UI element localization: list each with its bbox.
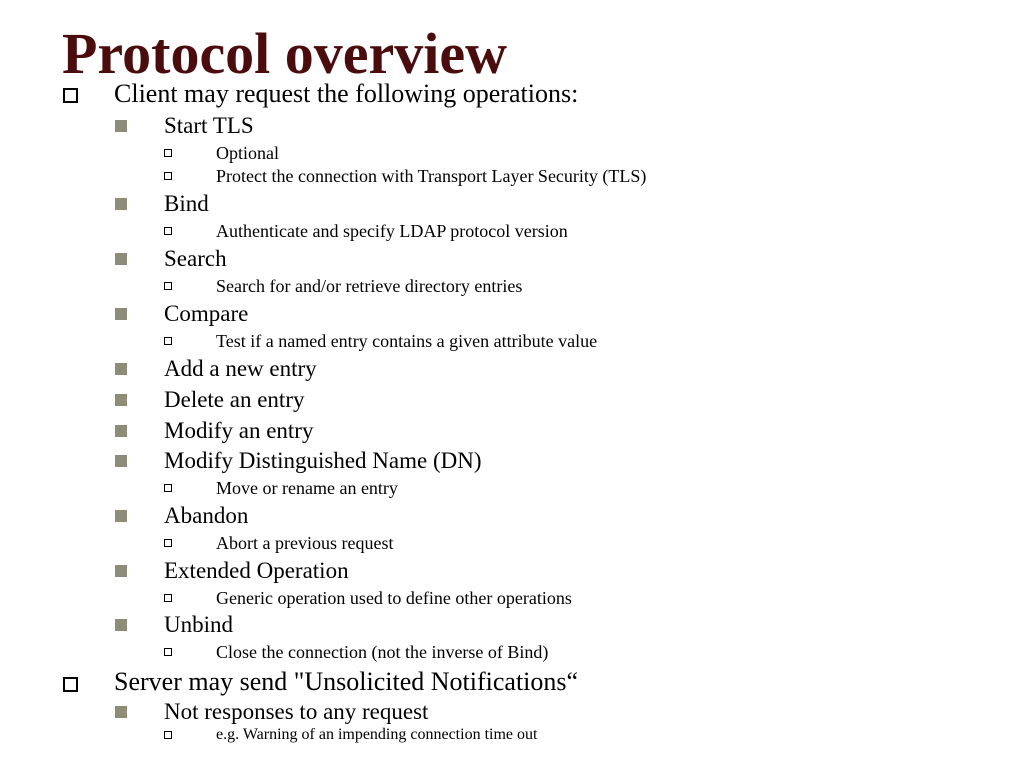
- operation-unbind: Unbind: [164, 612, 233, 637]
- filled-square-bullet-icon: [115, 120, 127, 132]
- filled-square-bullet-icon: [115, 308, 127, 320]
- server-item: Not responses to any request: [164, 699, 429, 724]
- operation-detail: Search for and/or retrieve directory entries: [216, 276, 523, 296]
- hollow-square-bullet-icon: [63, 88, 78, 103]
- filled-square-bullet-icon: [115, 455, 127, 467]
- filled-square-bullet-icon: [115, 394, 127, 406]
- client-heading: Client may request the following operations:: [114, 79, 579, 108]
- server-item-detail: e.g. Warning of an impending connection time out: [216, 726, 538, 743]
- operation-detail: Protect the connection with Transport Layer Security (TLS): [216, 166, 647, 186]
- small-square-bullet-icon: [164, 172, 172, 180]
- small-square-bullet-icon: [164, 149, 172, 157]
- hollow-square-bullet-icon: [63, 677, 78, 692]
- operation-modify-dn: Modify Distinguished Name (DN): [164, 448, 482, 473]
- operation-search: Search: [164, 246, 227, 271]
- small-square-bullet-icon: [164, 539, 172, 547]
- operation-detail: Generic operation used to define other operations: [216, 588, 572, 608]
- operation-detail: Optional: [216, 143, 279, 163]
- small-square-bullet-icon: [164, 731, 172, 739]
- filled-square-bullet-icon: [115, 253, 127, 265]
- filled-square-bullet-icon: [115, 619, 127, 631]
- filled-square-bullet-icon: [115, 363, 127, 375]
- operation-detail: Close the connection (not the inverse of Bind): [216, 642, 549, 662]
- small-square-bullet-icon: [164, 594, 172, 602]
- filled-square-bullet-icon: [115, 706, 127, 718]
- operation-detail: Move or rename an entry: [216, 478, 398, 498]
- operation-bind: Bind: [164, 191, 209, 216]
- operation-add-entry: Add a new entry: [164, 356, 317, 381]
- operation-detail: Test if a named entry contains a given attribute value: [216, 331, 598, 351]
- operation-modify-entry: Modify an entry: [164, 418, 314, 443]
- operation-compare: Compare: [164, 301, 249, 326]
- operation-abandon: Abandon: [164, 503, 249, 528]
- filled-square-bullet-icon: [115, 198, 127, 210]
- operation-detail: Authenticate and specify LDAP protocol version: [216, 221, 568, 241]
- small-square-bullet-icon: [164, 648, 172, 656]
- server-heading: Server may send "Unsolicited Notifications“: [114, 667, 579, 696]
- small-square-bullet-icon: [164, 282, 172, 290]
- small-square-bullet-icon: [164, 227, 172, 235]
- small-square-bullet-icon: [164, 484, 172, 492]
- filled-square-bullet-icon: [115, 425, 127, 437]
- slide-title: Protocol overview: [62, 21, 508, 86]
- filled-square-bullet-icon: [115, 510, 127, 522]
- filled-square-bullet-icon: [115, 565, 127, 577]
- operation-detail: Abort a previous request: [216, 533, 394, 553]
- operation-extended: Extended Operation: [164, 558, 349, 583]
- operation-delete-entry: Delete an entry: [164, 387, 305, 412]
- small-square-bullet-icon: [164, 337, 172, 345]
- operation-start-tls: Start TLS: [164, 113, 254, 138]
